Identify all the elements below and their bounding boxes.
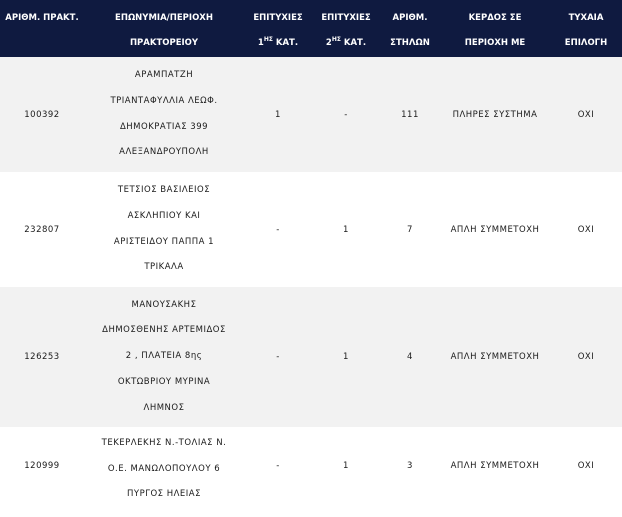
cell-agency-name: ΑΡΑΜΠΑΤΖΗ ΤΡΙΑΝΤΑΦΥΛΛΙΑ ΛΕΩΦ. ΔΗΜΟΚΡΑΤΙΑΣ 399 ΑΛΕΞΑΝΔΡΟΥΠΟΛΗ [110,70,218,158]
cell-random-pick: ΟΧΙ [577,461,595,471]
table-row [0,57,622,172]
header-random-pick: ΤΥΧΑΙΑ ΕΠΙΛΟΓΗ [564,13,608,48]
cell-gain-area: ΠΛΗΡΕΣ ΣΥΣΤΗΜΑ [452,109,538,120]
cell-columns-count: 4 [407,352,413,362]
cell-wins-category-1: - [276,224,280,235]
table-row [0,427,622,517]
cell-columns-count: 7 [407,224,413,235]
cell-gain-area: ΑΠΛΗ ΣΥΜΜΕΤΟΧΗ [450,461,540,471]
header-agency-name: ΕΠΩΝΥΜΙΑ/ΠΕΡΙΟΧΗ ΠΡΑΚΤΟΡΕΙΟΥ [115,13,213,48]
cell-wins-category-1: - [276,352,280,362]
table-body [0,57,622,517]
cell-wins-category-1: 1 [275,109,281,120]
cell-agency-number: 126253 [24,352,60,362]
header-columns-count: ΑΡΙΘΜ. ΣΤΗΛΩΝ [390,13,430,48]
cell-random-pick: ΟΧΙ [577,224,595,235]
header-agency-number: ΑΡΙΘΜ. ΠΡΑΚΤ. [5,13,79,23]
header-row [0,0,622,57]
cell-random-pick: ΟΧΙ [577,352,595,362]
header-wins-category-2: ΕΠΙΤΥΧΙΕΣ $2^{H\Sigma}$ ΚΑΤ. [321,13,371,48]
cell-agency-number: 232807 [24,224,60,235]
cell-agency-number: 100392 [24,109,60,120]
cell-gain-area: ΑΠΛΗ ΣΥΜΜΕΤΟΧΗ [450,352,540,362]
cell-wins-category-2: 1 [343,352,349,362]
cell-agency-name: ΤΕΤΣΙΟΣ ΒΑΣΙΛΕΙΟΣ ΑΣΚΛΗΠΙΟΥ ΚΑΙ ΑΡΙΣΤΕΙΔΟΥ ΠΑΠΠΑ 1 ΤΡΙΚΑΛΑ [113,185,215,273]
cell-agency-name: ΜΑΝΟΥΣΑΚΗΣ ΔΗΜΟΣΘΕΝΗΣ ΑΡΤΕΜΙΔΟΣ 2 , ΠΛΑΤΕΙΑ 8ης ΟΚΤΩΒΡΙΟΥ ΜΥΡΙΝΑ ΛΗΜΝΟΣ [102,299,226,413]
cell-wins-category-1: - [276,461,280,471]
header-gain-area: ΚΕΡΔΟΣ ΣΕ ΠΕΡΙΟΧΗ ΜΕ [464,13,526,48]
table-header [0,0,622,57]
cell-columns-count: 3 [407,461,413,471]
cell-wins-category-2: 1 [343,224,349,235]
cell-columns-count: 111 [401,109,419,120]
cell-agency-name: ΤΕΚΕΡΛΕΚΗΣ Ν.-ΤΟΛΙΑΣ Ν. Ο.Ε. ΜΑΝΩΛΟΠΟΥΛΟΥ 6 ΠΥΡΓΟΣ ΗΛΕΙΑΣ [101,438,227,500]
cell-random-pick: ΟΧΙ [577,109,595,120]
cell-wins-category-2: - [344,109,348,120]
cell-gain-area: ΑΠΛΗ ΣΥΜΜΕΤΟΧΗ [450,224,540,235]
cell-wins-category-2: 1 [343,461,349,471]
table-row [0,287,622,427]
cell-agency-number: 120999 [24,461,60,471]
header-wins-category-1: ΕΠΙΤΥΧΙΕΣ $1^{H\Sigma}$ ΚΑΤ. [253,13,303,48]
table-row [0,172,622,287]
